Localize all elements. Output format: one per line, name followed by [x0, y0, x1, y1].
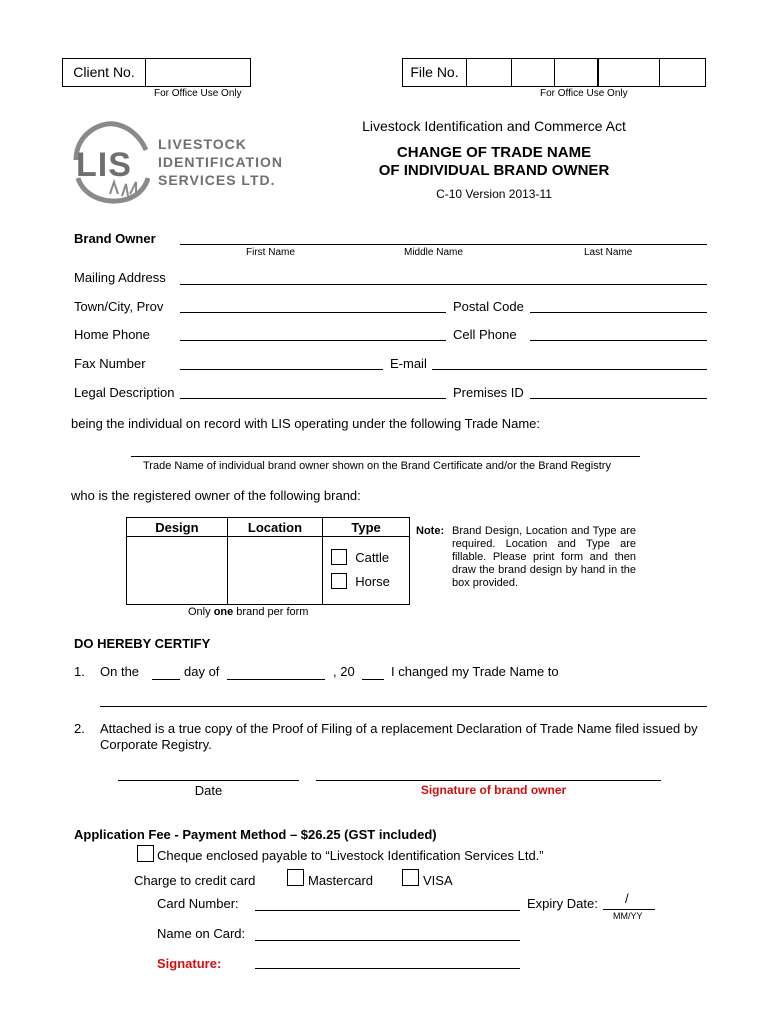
horse-label: Horse — [355, 574, 390, 589]
expiry-label: Expiry Date: — [527, 896, 598, 911]
legal-description-label: Legal Description — [74, 385, 175, 400]
card-signature-line[interactable] — [255, 968, 520, 969]
home-phone-label: Home Phone — [74, 327, 150, 342]
form-version: C-10 Version 2013-11 — [436, 187, 552, 201]
day-line[interactable] — [152, 679, 180, 680]
mastercard-label: Mastercard — [308, 873, 374, 888]
card-number-line[interactable] — [255, 910, 520, 911]
horse-checkbox[interactable] — [331, 573, 347, 589]
fax-number-label: Fax Number — [74, 356, 146, 371]
legal-description-line[interactable] — [180, 398, 446, 399]
logo-line2: IDENTIFICATION — [158, 154, 283, 170]
owner-of-brand-text: who is the registered owner of the following brand: — [71, 488, 361, 503]
item1-changed: I changed my Trade Name to — [391, 664, 559, 679]
location-cell[interactable] — [227, 537, 322, 605]
form-title-line2: OF INDIVIDUAL BRAND OWNER — [378, 162, 610, 179]
item2-text: Attached is a true copy of the Proof of Filing of a replacement Declaration of Trade Name filed issued by Corporate Registry. — [100, 721, 698, 752]
town-city-line[interactable] — [180, 312, 446, 313]
note-label: Note: — [416, 525, 445, 537]
statement-text: being the individual on record with LIS operating under the following Trade Name: — [71, 416, 541, 431]
certify-heading: DO HEREBY CERTIFY — [74, 636, 211, 651]
trade-name-line[interactable] — [131, 456, 640, 457]
file-number-cell[interactable] — [512, 59, 555, 86]
mmyy-caption: MM/YY — [613, 911, 643, 921]
card-number-label: Card Number: — [157, 896, 239, 911]
fax-number-line[interactable] — [180, 369, 383, 370]
owner-signature-label: Signature of brand owner — [420, 783, 567, 797]
item1-day-of: day of — [184, 664, 220, 679]
item1-on-the: On the — [100, 664, 140, 679]
client-number-box — [62, 58, 251, 87]
office-use-right: For Office Use Only — [540, 88, 628, 99]
lis-logo — [70, 120, 290, 210]
email-line[interactable] — [432, 369, 707, 370]
file-number-cell[interactable] — [599, 59, 660, 86]
item1-year: , 20 — [333, 664, 355, 679]
one-brand-prefix: Only — [188, 606, 214, 618]
client-number-input[interactable] — [146, 59, 250, 86]
middle-name-caption: Middle Name — [404, 247, 463, 258]
brand-owner-name-line[interactable] — [180, 244, 707, 245]
act-title: Livestock Identification and Commerce Act — [362, 118, 626, 134]
file-number-cell[interactable] — [467, 59, 512, 86]
item2-number: 2. — [74, 721, 85, 736]
cheque-label: Cheque enclosed payable to “Livestock Identification Services Ltd.” — [157, 848, 544, 863]
one-brand-suffix: brand per form — [233, 606, 309, 618]
location-header: Location — [227, 518, 322, 537]
payment-heading: Application Fee - Payment Method – $26.25 (GST included) — [74, 827, 437, 842]
new-trade-name-line[interactable] — [100, 706, 707, 707]
logo-mark-text: LIS — [76, 146, 132, 184]
date-line[interactable] — [118, 780, 299, 781]
file-number-label: File No. — [403, 59, 467, 86]
cattle-checkbox[interactable] — [331, 549, 347, 565]
mailing-address-line[interactable] — [180, 284, 707, 285]
one-brand-bold: one — [213, 606, 234, 618]
cell-phone-line[interactable] — [530, 340, 707, 341]
type-header: Type — [323, 518, 410, 537]
first-name-caption: First Name — [246, 247, 295, 258]
card-signature-label: Signature: — [157, 956, 222, 971]
mailing-address-label: Mailing Address — [74, 270, 166, 285]
note-text: Brand Design, Location and Type are required. Location and Type are fillable. Please print form and then draw the brand design by hand in the box provided. — [452, 525, 636, 589]
cattle-label: Cattle — [355, 550, 390, 565]
postal-code-label: Postal Code — [453, 299, 524, 314]
file-number-cell[interactable] — [660, 59, 705, 86]
name-on-card-label: Name on Card: — [157, 926, 246, 941]
expiry-line[interactable] — [603, 909, 655, 910]
email-label: E-mail — [390, 356, 427, 371]
date-label: Date — [194, 783, 223, 798]
type-cell — [323, 537, 410, 605]
form-title-line1: CHANGE OF TRADE NAME — [396, 144, 592, 161]
client-number-label: Client No. — [63, 59, 146, 86]
premises-id-line[interactable] — [530, 398, 707, 399]
logo-line3: SERVICES LTD. — [158, 172, 276, 188]
office-use-left: For Office Use Only — [154, 88, 242, 99]
expiry-slash: / — [625, 891, 629, 906]
month-line[interactable] — [227, 679, 325, 680]
cheque-checkbox[interactable] — [137, 845, 154, 862]
one-brand-note — [188, 606, 308, 618]
visa-label: VISA — [423, 873, 453, 888]
postal-code-line[interactable] — [530, 312, 707, 313]
brand-table — [126, 517, 410, 605]
last-name-caption: Last Name — [584, 247, 633, 258]
file-number-box — [402, 58, 706, 87]
trade-name-caption: Trade Name of individual brand owner shown on the Brand Certificate and/or the Brand Registry — [143, 460, 611, 472]
design-cell[interactable] — [127, 537, 228, 605]
mastercard-checkbox[interactable] — [287, 869, 304, 886]
town-city-label: Town/City, Prov — [74, 299, 164, 314]
item1-number: 1. — [74, 664, 85, 679]
cell-phone-label: Cell Phone — [453, 327, 517, 342]
charge-label: Charge to credit card — [134, 873, 256, 888]
design-header: Design — [127, 518, 228, 537]
file-number-cell[interactable] — [555, 59, 599, 86]
name-on-card-line[interactable] — [255, 940, 520, 941]
brand-owner-label: Brand Owner — [74, 231, 156, 246]
owner-signature-line[interactable] — [316, 780, 661, 781]
visa-checkbox[interactable] — [402, 869, 419, 886]
home-phone-line[interactable] — [180, 340, 446, 341]
year-line[interactable] — [362, 679, 384, 680]
logo-line1: LIVESTOCK — [158, 136, 247, 152]
premises-id-label: Premises ID — [453, 385, 524, 400]
